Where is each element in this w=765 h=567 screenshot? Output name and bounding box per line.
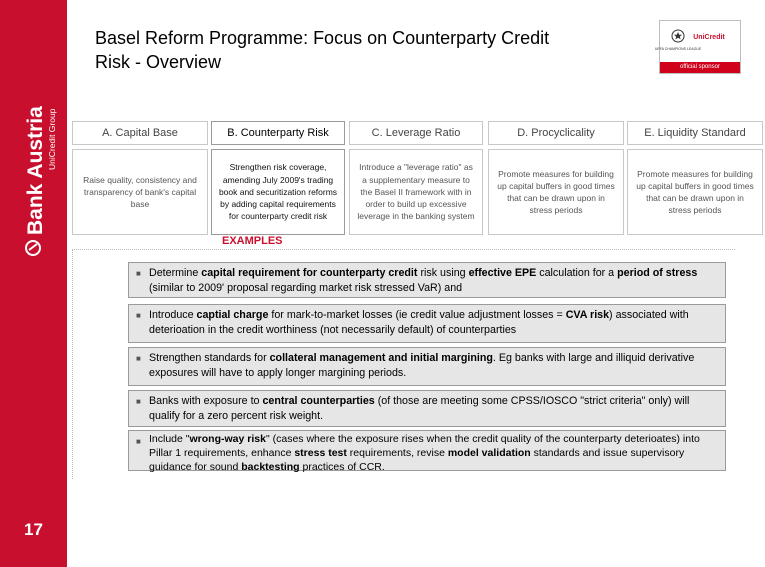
example-segment: risk using	[417, 267, 469, 279]
brand-subtitle: UniCredit Group	[47, 108, 57, 170]
column-d-body: Promote measures for building up capital buffers in good times that can be drawn upon in stress periods	[488, 149, 624, 235]
example-text	[149, 309, 689, 336]
example-segment: . Eg banks with large and illiquid derivative exposures will have to apply longer margining periods.	[149, 352, 695, 379]
column-e-body: Promote measures for building up capital buffers in good times that can be drawn upon in stress periods	[627, 149, 763, 235]
example-segment: (similar to 2009' proposal regarding market risk stressed VaR) and	[149, 281, 463, 294]
sponsor-logo	[654, 20, 741, 74]
square-bullet-icon: ■	[136, 269, 141, 278]
example-text	[149, 395, 689, 422]
unicredit-mark-icon	[26, 241, 40, 255]
champions-league-star-icon	[672, 30, 684, 42]
brand-name: Bank Austria	[24, 106, 47, 235]
example-text	[149, 352, 694, 379]
example-text	[149, 267, 697, 294]
example-segment: Strengthen standards for	[149, 352, 270, 364]
page-title	[95, 26, 655, 74]
example-emphasis: period of stress	[617, 267, 698, 279]
page-number: 17	[24, 520, 43, 539]
example-row	[128, 430, 726, 471]
square-bullet-icon: ■	[136, 311, 141, 320]
example-segment: calculation for a	[536, 267, 618, 279]
square-bullet-icon: ■	[136, 397, 141, 406]
title-line-1: Basel Reform Programme: Focus on Counterparty Credit	[95, 28, 550, 48]
example-row	[128, 262, 726, 298]
example-segment: requirements, revise	[346, 447, 448, 459]
logo-band: official sponsor	[660, 62, 740, 73]
example-emphasis: stress test	[294, 447, 347, 459]
example-segment: Banks with exposure to	[149, 395, 263, 407]
example-segment: Include "	[149, 433, 190, 445]
title-line-2: Risk - Overview	[95, 52, 222, 72]
example-segment: standards and issue supervisory guidance for sound	[149, 447, 685, 473]
example-row	[128, 390, 726, 427]
column-b-body: Strengthen risk coverage, amending July 2009's trading book and securitization reforms by adding capital requirements for counterparty credit risk	[211, 149, 345, 235]
example-segment: " (cases where the exposure rises when the credit quality of the counterparty deterioates) into Pillar 1 requirements, enhance	[149, 433, 700, 459]
logo-unicredit: UniCredit	[693, 34, 725, 41]
column-c-body: Introduce a "leverage ratio" as a supplementary measure to the Basel II framework with in order to build up excessive leverage in the banking system	[349, 149, 483, 235]
example-emphasis: central counterparties	[262, 395, 375, 407]
example-emphasis: effective EPE	[468, 267, 537, 279]
brand-sidebar	[0, 0, 67, 567]
examples-label: EXAMPLES	[222, 235, 283, 247]
example-segment: Determine	[149, 267, 202, 279]
square-bullet-icon: ■	[136, 354, 141, 363]
example-emphasis: collateral management and initial margining	[269, 352, 493, 364]
column-b-heading: B. Counterparty Risk	[211, 121, 345, 145]
column-d-heading: D. Procyclicality	[488, 121, 624, 145]
logo-league: UEFA CHAMPIONS LEAGUE	[654, 47, 702, 51]
example-row	[128, 347, 726, 386]
example-segment: practices of CCR.	[299, 461, 385, 473]
example-segment: Introduce	[149, 309, 197, 321]
column-c-heading: C. Leverage Ratio	[349, 121, 483, 145]
column-a-body: Raise quality, consistency and transparency of bank's capital base	[72, 149, 208, 235]
bank-austria-logo	[8, 30, 58, 250]
example-emphasis: CVA risk	[565, 309, 610, 321]
column-e-heading: E. Liquidity Standard	[627, 121, 763, 145]
example-text	[149, 433, 700, 473]
example-emphasis: wrong-way risk	[189, 433, 266, 445]
example-segment: ) associated with deterioation in the credit worthiness (not necessarily default) of counterparties	[149, 309, 689, 336]
column-a-heading: A. Capital Base	[72, 121, 208, 145]
example-emphasis: captial charge	[196, 309, 269, 321]
example-emphasis: model validation	[447, 447, 531, 459]
example-segment: (of those are meeting some CPSS/IOSCO "strict criteria" only) will qualify for a zero percent risk weight.	[149, 395, 690, 422]
example-row	[128, 304, 726, 343]
example-emphasis: capital requirement for counterparty credit	[201, 267, 418, 279]
example-emphasis: backtesting	[241, 461, 300, 473]
square-bullet-icon: ■	[136, 437, 141, 446]
example-segment: for mark-to-market losses (ie credit value adjustment losses =	[268, 309, 566, 321]
